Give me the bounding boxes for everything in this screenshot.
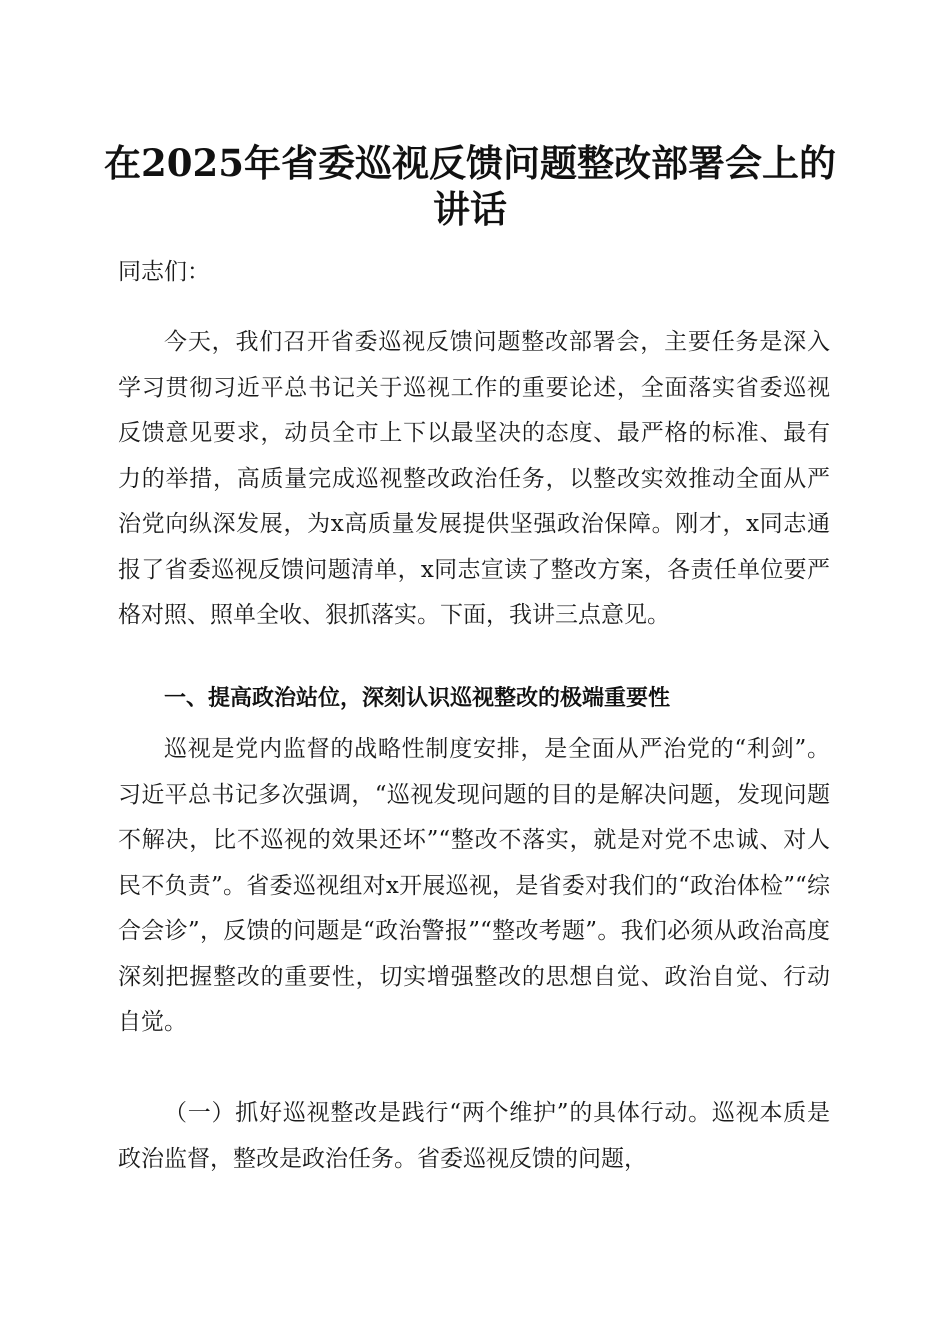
document-title-line1: 在2025年省委巡视反馈问题整改部署会上的 <box>104 141 836 185</box>
salutation: 同志们： <box>118 259 210 285</box>
document-title-line2: 讲话 <box>433 187 507 231</box>
paragraph-intro: 今天，我们召开省委巡视反馈问题整改部署会，主要任务是深入学习贯彻习近平总书记关于巡视工作的重要论述，全面落实省委巡视反馈意见要求，动员全市上下以最坚决的态度、最严格的标准、最有力的举措，高质量完成巡视整改政治任务，以整改实效推动全面从严治党向纵深发展，为x高质量发展提供坚强政治保障。刚才，x同志通报了省委巡视反馈问题清单，x同志宣读了整改方案，各责任单位要严格对照、照单全收、狠抓落实。下面，我讲三点意见。 <box>118 329 830 628</box>
section-heading-1: 一、提高政治站位，深刻认识巡视整改的极端重要性 <box>164 686 671 711</box>
paragraph-section1: 巡视是党内监督的战略性制度安排，是全面从严治党的“利剑”。习近平总书记多次强调，“巡视发现问题的目的是解决问题，发现问题不解决，比不巡视的效果还坏”“整改不落实，就是对党不忠诚、对人民不负责”。省委巡视组对x开展巡视，是省委对我们的“政治体检”“综合会诊”，反馈的问题是“政治警报”“整改考题”。我们必须从政治高度深刻把握整改的重要性，切实增强整改的思想自觉、政治自觉、行动自觉。 <box>118 736 830 1035</box>
paragraph-subsection1: （一）抓好巡视整改是践行“两个维护”的具体行动。巡视本质是政治监督，整改是政治任务。省委巡视反馈的问题， <box>118 1100 830 1172</box>
